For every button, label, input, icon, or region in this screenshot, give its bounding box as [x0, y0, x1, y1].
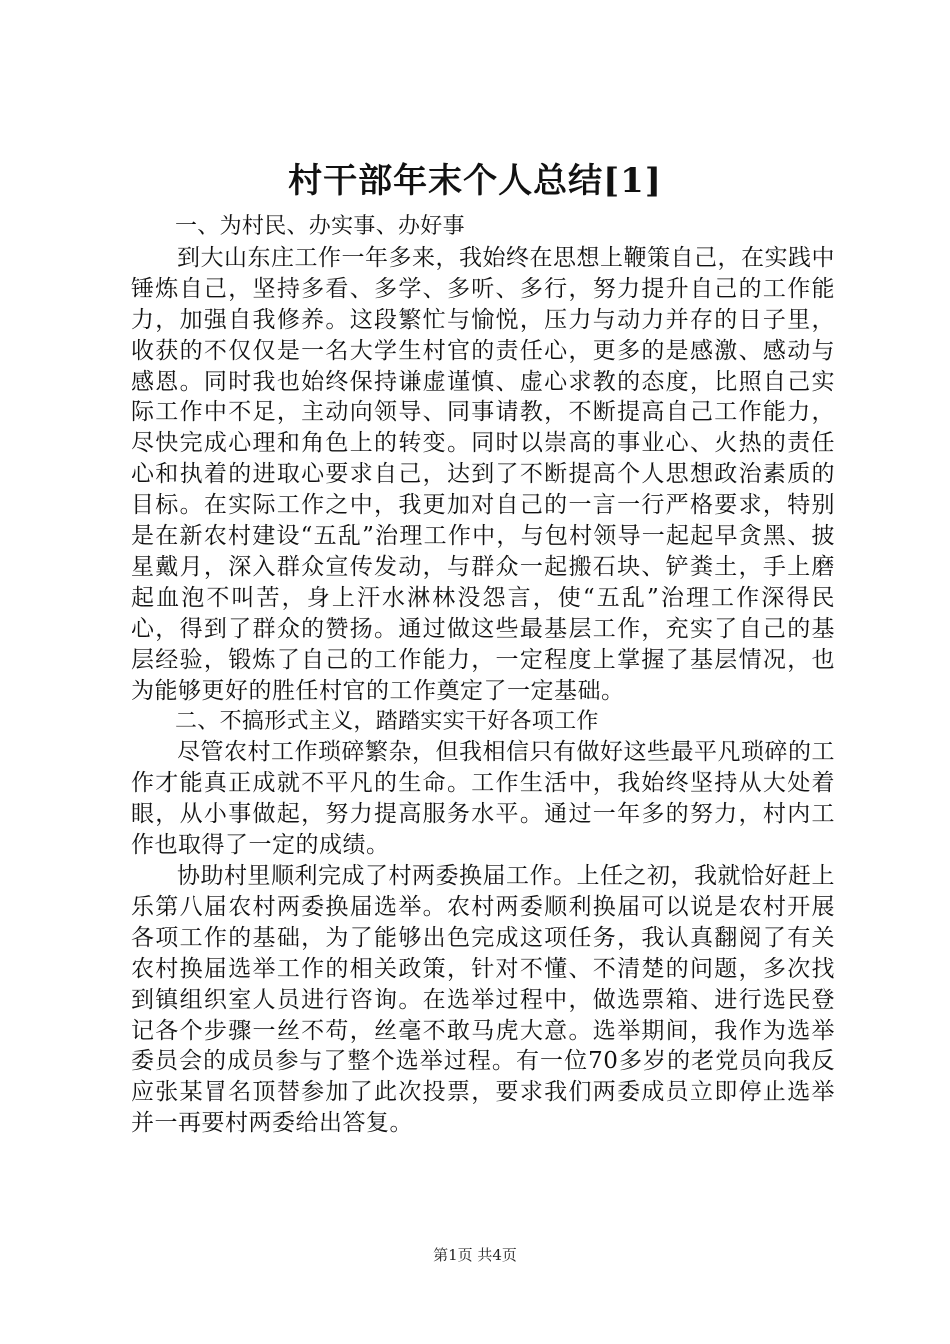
paragraph-2: 尽管农村工作琐碎繁杂，但我相信只有做好这些最平凡琐碎的工作才能真正成就不平凡的生命。工作生活中，我始终坚持从大处着眼，从小事做起，努力提高服务水平。通过一年多的努力，村内工作也取得了一定的成绩。 [131, 739, 835, 859]
section-heading-2: 二、不搞形式主义，踏踏实实干好各项工作 [175, 708, 599, 734]
page-footer: 第1页 共4页 [433, 1246, 517, 1264]
document-body [131, 212, 835, 1139]
paragraph-1: 到大山东庄工作一年多来，我始终在思想上鞭策自己，在实践中锤炼自己，坚持多看、多学、多听、多行，努力提升自己的工作能力，加强自我修养。这段繁忙与愉悦，压力与动力并存的日子里，收获的不仅仅是一名大学生村官的责任心，更多的是感激、感动与感恩。同时我也始终保持谦虚谨慎、虚心求教的态度，比照自己实际工作中不足，主动向领导、同事请教，不断提高自己工作能力，尽快完成心理和角色上的转变。同时以崇高的事业心、火热的责任心和执着的进取心要求自己，达到了不断提高个人思想政治素质的目标。在实际工作之中，我更加对自己的一言一行严格要求，特别是在新农村建设“五乱”治理工作中，与包村领导一起起早贪黑、披星戴月，深入群众宣传发动，与群众一起搬石块、铲粪土，手上磨起血泡不叫苦，身上汗水淋林没怨言，使“五乱”治理工作深得民心，得到了群众的赞扬。通过做这些最基层工作，充实了自己的基层经验，锻炼了自己的工作能力，一定程度上掌握了基层情况，也为能够更好的胜任村官的工作奠定了一定基础。 [131, 244, 835, 704]
paragraph-3: 协助村里顺利完成了村两委换届工作。上任之初，我就恰好赶上乐第八届农村两委换届选举。农村两委顺利换届可以说是农村开展各项工作的基础，为了能够出色完成这项任务，我认真翻阅了有关农村换届选举工作的相关政策，针对不懂、不清楚的问题，多次找到镇组织室人员进行咨询。在选举过程中，做选票箱、进行选民登记各个步骤一丝不苟，丝毫不敢马虎大意。选举期间，我作为选举委员会的成员参与了整个选举过程。有一位70多岁的老党员向我反应张某冒名顶替参加了此次投票，要求我们两委成员立即停止选举并一再要村两委给出答复。 [131, 863, 835, 1137]
section-heading-1: 一、为村民、办实事、办好事 [175, 214, 465, 239]
document-title: 村干部年末个人总结[1] [288, 161, 662, 201]
